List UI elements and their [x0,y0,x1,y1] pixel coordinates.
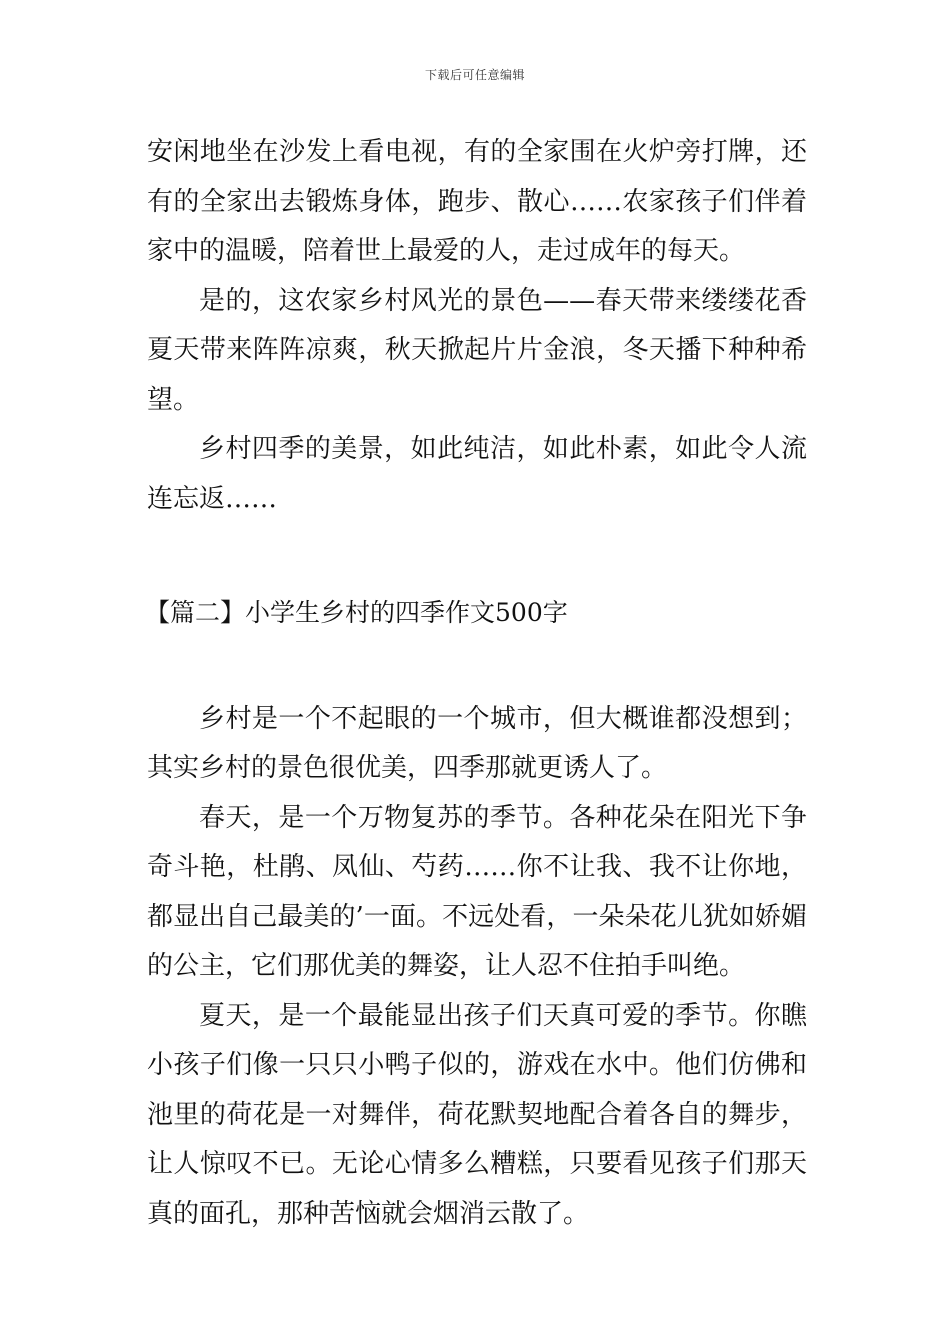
paragraph: 春天，是一个万物复苏的季节。各种花朵在阳光下争奇斗艳，杜鹃、凤仙、芍药……你不让我、我不让你地，都显出自己最美的’一面。不远处看，一朵朵花儿犹如娇媚的公主，它们那优美的舞姿，让人忍不住拍手叫绝。 [147,802,807,981]
document-body [147,128,807,1239]
paragraph: 乡村是一个不起眼的一个城市，但大概谁都没想到；其实乡村的景色很优美，四季那就更诱人了。 [147,703,807,783]
paragraph: 乡村四季的美景，如此纯洁，如此朴素，如此令人流连忘返…… [147,434,807,514]
paragraph: 夏天，是一个最能显出孩子们天真可爱的季节。你瞧小孩子们像一只只小鸭子似的，游戏在水中。他们仿佛和池里的荷花是一对舞伴，荷花默契地配合着各自的舞步，让人惊叹不已。无论心情多么糟糕，只要看见孩子们那天真的面孔，那种苦恼就会烟消云散了。 [147,1000,807,1229]
paragraph-continuation: 安闲地坐在沙发上看电视，有的全家围在火炉旁打牌，还有的全家出去锻炼身体，跑步、散心……农家孩子们伴着家中的温暖，陪着世上最爱的人，走过成年的每天。 [147,137,807,266]
page-header: 下载后可任意编辑 [424,68,525,82]
paragraph: 是的，这农家乡村风光的景色——春天带来缕缕花香夏天带来阵阵凉爽，秋天掀起片片金浪，冬天播下种种希望。 [147,285,807,415]
section-heading: 【篇二】小学生乡村的四季作文500字 [145,598,568,627]
